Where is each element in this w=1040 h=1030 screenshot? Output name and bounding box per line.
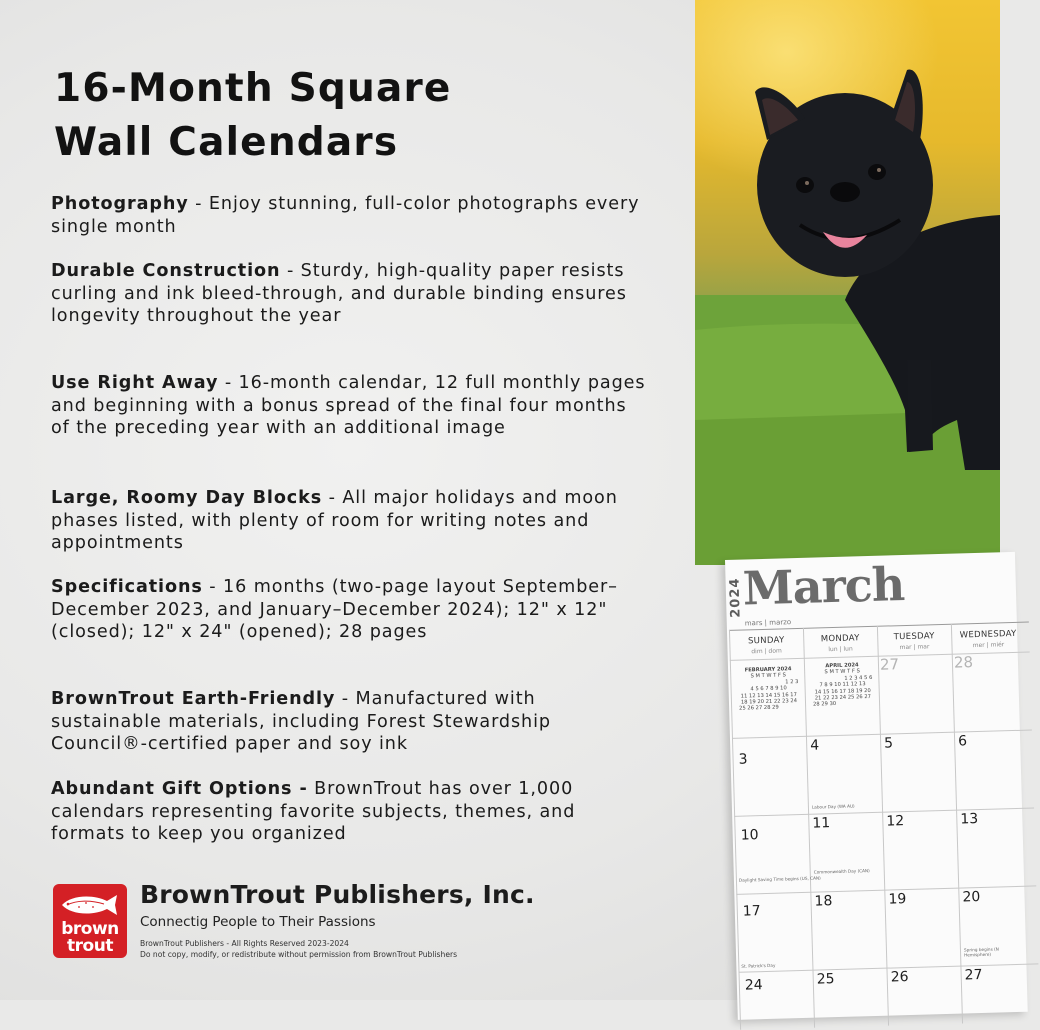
feature-text: BrownTrout has over 1,000 calendars representing favorite subjects, themes, and formats to keep you organized (51, 779, 576, 845)
calendar-photo (695, 0, 1000, 565)
logo-word-trout: trout (67, 936, 113, 956)
mini-calendar-row: 4 5 6 7 8 9 10 (750, 685, 787, 693)
calendar-year: 2024 (727, 577, 744, 618)
mini-calendar-weekdays: S M T W T F S (824, 668, 860, 676)
feature-text: - 16 months (two-page layout September–December 2023, and January–December 2024); 12" x 12" (closed); 12" x 24" (opened); 28 pages (51, 577, 618, 643)
day-number: 19 (888, 891, 907, 908)
day-number: 6 (957, 733, 968, 750)
mini-calendar-february (738, 666, 799, 713)
publisher-tagline: Connectig People to Their Passions (140, 914, 376, 930)
feature-text: - All major holidays and moon phases listed, with plenty of room for writing notes and appointments (51, 488, 618, 554)
grid-line (732, 729, 1032, 738)
holiday-note: Labour Day (WA AU) (811, 803, 855, 810)
feature-heading: Use Right Away (51, 373, 219, 393)
feature-heading: Large, Roomy Day Blocks (51, 488, 323, 508)
day-header-sub: dim | dom (751, 647, 782, 656)
mini-calendar-row: 7 8 9 10 11 12 13 (819, 681, 866, 689)
publisher-name: BrownTrout Publishers, Inc. (140, 880, 535, 909)
french-bulldog-image (695, 0, 1000, 565)
mini-calendar-row: 1 2 3 (785, 678, 799, 686)
feature-text: - Enjoy stunning, full-color photographs every single month (51, 194, 640, 237)
calendar-page (725, 552, 1028, 1020)
day-header-sunday (729, 629, 804, 656)
holiday-note: Daylight Saving Time begins (US, CAN) (738, 875, 821, 883)
day-header-sub: lun | lun (828, 645, 853, 654)
mini-calendar-row: 11 12 13 14 15 16 17 (740, 691, 797, 700)
mini-calendar-title: FEBRUARY 2024 (744, 666, 792, 674)
grid-line (734, 807, 1034, 816)
grid-line (739, 963, 1039, 972)
mini-calendar-title: APRIL 2024 (825, 662, 859, 670)
day-number-prev-27: 27 (879, 655, 900, 674)
day-header-name: WEDNESDAY (959, 628, 1017, 641)
holiday-note: Commonwealth Day (CAN) (813, 868, 870, 875)
title-line-1: 16-Month Square (54, 66, 452, 111)
mini-calendar-row: 18 19 20 21 22 23 24 (740, 698, 798, 706)
day-header-name: TUESDAY (893, 631, 935, 643)
day-number-prev-28: 28 (953, 653, 974, 672)
calendar-month-translations: mars | marzo (744, 618, 792, 628)
trout-icon (59, 889, 121, 921)
day-header-name: MONDAY (820, 633, 860, 645)
day-number: 13 (960, 811, 979, 828)
day-header-tuesday (877, 625, 952, 652)
feature-photography (51, 193, 651, 238)
day-number: 5 (883, 735, 894, 752)
day-header-monday (803, 627, 878, 654)
day-header-sub: mar | mar (899, 643, 930, 652)
day-number: 11 (812, 815, 831, 832)
feature-heading: Photography (51, 194, 189, 214)
mini-calendar-row: 14 15 16 17 18 19 20 (814, 687, 871, 696)
feature-specifications (51, 576, 651, 644)
feature-heading: BrownTrout Earth-Friendly (51, 689, 336, 709)
mini-calendar-row: 28 29 30 (813, 701, 837, 709)
feature-heading: Specifications (51, 577, 203, 597)
mini-calendar-row: 25 26 27 28 29 (739, 704, 779, 713)
day-number: 3 (738, 751, 748, 768)
publisher-rights: BrownTrout Publishers - All Rights Reserved 2023-2024 (140, 939, 349, 948)
feature-gift-options (51, 778, 651, 846)
day-number: 25 (816, 971, 835, 988)
mini-calendar-april (812, 662, 873, 709)
feature-use-right-away (51, 372, 651, 440)
grid-line (736, 885, 1036, 894)
page-title (54, 62, 654, 170)
holiday-note: Spring begins (N Hemisphere) (963, 946, 999, 958)
mini-calendar-row: 1 2 3 4 5 6 (844, 674, 873, 682)
feature-text: - 16-month calendar, 12 full monthly pages and beginning with a bonus spread of the final four months of the preceding year with an additional image (51, 373, 646, 439)
day-number: 26 (890, 969, 909, 986)
feature-durable-construction (51, 260, 651, 328)
feature-earth-friendly (51, 688, 651, 756)
day-number: 17 (742, 903, 761, 920)
day-number: 12 (886, 813, 905, 830)
day-number: 10 (740, 827, 759, 844)
day-header-sub: mer | miér (972, 641, 1005, 650)
title-line-2: Wall Calendars (54, 120, 399, 165)
feature-text: - Manufactured with sustainable materials, including Forest Stewardship Council®-certified paper and soy ink (51, 689, 551, 755)
calendar-month: March (742, 557, 905, 616)
feature-day-blocks (51, 487, 651, 555)
feature-heading: Abundant Gift Options - (51, 779, 308, 799)
day-number: 18 (814, 893, 833, 910)
logo-word-brown: brown (61, 919, 119, 939)
feature-heading: Durable Construction (51, 261, 281, 281)
day-header-name: SUNDAY (747, 635, 785, 647)
mini-calendar-row: 21 22 23 24 25 26 27 (814, 694, 872, 702)
day-number: 27 (964, 966, 983, 984)
browntrout-logo (53, 884, 127, 958)
day-header-wednesday (951, 623, 1026, 650)
day-number: 20 (962, 889, 981, 906)
mini-calendar-weekdays: S M T W T F S (750, 672, 787, 680)
day-number: 4 (809, 737, 820, 754)
feature-text: - Sturdy, high-quality paper resists curling and ink bleed-through, and durable binding ensures longevity throughout the year (51, 261, 627, 327)
holiday-note: St. Patrick's Day (741, 962, 776, 969)
day-number: 24 (744, 977, 763, 994)
publisher-copy-notice: Do not copy, modify, or redistribute without permission from BrownTrout Publishers (140, 950, 458, 959)
